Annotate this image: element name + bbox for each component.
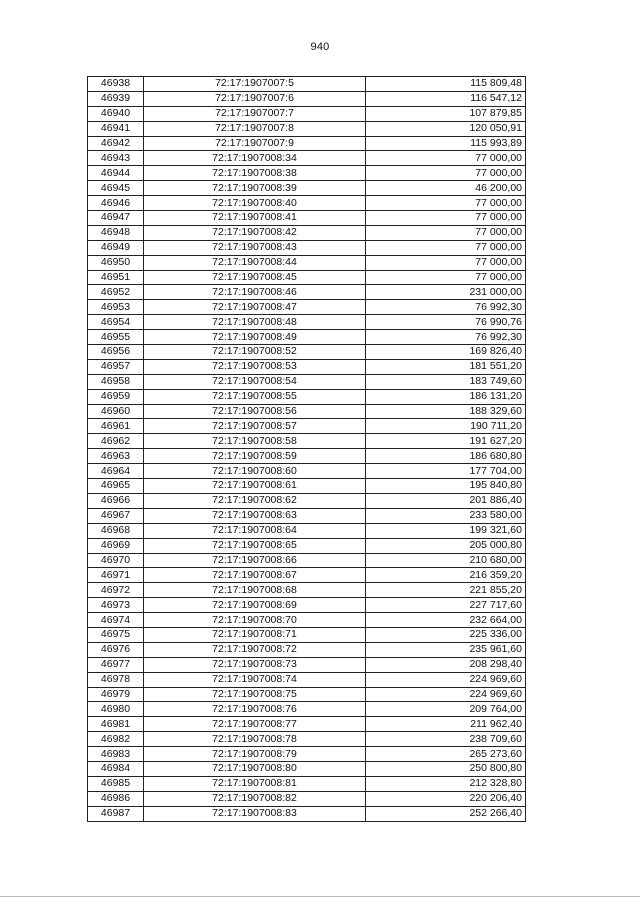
row-number-cell: 46970 — [88, 553, 144, 568]
row-number-cell: 46986 — [88, 791, 144, 806]
cadastral-value-cell: 76 992,30 — [366, 330, 526, 345]
row-number-cell: 46974 — [88, 613, 144, 628]
cadastral-value-cell: 46 200,00 — [366, 181, 526, 196]
cadastral-number-cell: 72:17:1907008:41 — [144, 211, 366, 226]
table-row — [88, 776, 526, 791]
cadastral-number-cell: 72:17:1907008:74 — [144, 672, 366, 687]
cadastral-number-cell: 72:17:1907008:73 — [144, 657, 366, 672]
cadastral-number-cell: 72:17:1907008:45 — [144, 270, 366, 285]
page-bottom-rule — [0, 896, 640, 897]
row-number-cell: 46948 — [88, 225, 144, 240]
table-row — [88, 255, 526, 270]
cadastral-number-cell: 72:17:1907008:39 — [144, 181, 366, 196]
cadastral-value-cell: 77 000,00 — [366, 240, 526, 255]
cadastral-number-cell: 72:17:1907008:48 — [144, 315, 366, 330]
table-row — [88, 181, 526, 196]
row-number-cell: 46961 — [88, 419, 144, 434]
row-number-cell: 46949 — [88, 240, 144, 255]
cadastral-number-cell: 72:17:1907008:42 — [144, 225, 366, 240]
cadastral-number-cell: 72:17:1907008:67 — [144, 568, 366, 583]
row-number-cell: 46967 — [88, 508, 144, 523]
cadastral-number-cell: 72:17:1907007:7 — [144, 106, 366, 121]
row-number-cell: 46966 — [88, 493, 144, 508]
cadastral-number-cell: 72:17:1907008:76 — [144, 702, 366, 717]
cadastral-number-cell: 72:17:1907008:69 — [144, 598, 366, 613]
cadastral-number-cell: 72:17:1907008:47 — [144, 300, 366, 315]
row-number-cell: 46971 — [88, 568, 144, 583]
row-number-cell: 46939 — [88, 91, 144, 106]
row-number-cell: 46946 — [88, 196, 144, 211]
row-number-cell: 46940 — [88, 106, 144, 121]
row-number-cell: 46981 — [88, 717, 144, 732]
cadastral-number-cell: 72:17:1907008:44 — [144, 255, 366, 270]
cadastral-value-cell: 188 329,60 — [366, 404, 526, 419]
row-number-cell: 46980 — [88, 702, 144, 717]
cadastral-number-cell: 72:17:1907008:56 — [144, 404, 366, 419]
page-number: 940 — [310, 41, 330, 53]
cadastral-number-cell: 72:17:1907008:68 — [144, 583, 366, 598]
cadastral-value-cell: 238 709,60 — [366, 732, 526, 747]
table-row — [88, 627, 526, 642]
cadastral-number-cell: 72:17:1907008:83 — [144, 806, 366, 821]
cadastral-number-cell: 72:17:1907007:6 — [144, 91, 366, 106]
table-row — [88, 106, 526, 121]
row-number-cell: 46982 — [88, 732, 144, 747]
cadastral-value-cell: 225 336,00 — [366, 627, 526, 642]
table-row — [88, 791, 526, 806]
cadastral-number-cell: 72:17:1907008:71 — [144, 627, 366, 642]
cadastral-value-cell: 183 749,60 — [366, 374, 526, 389]
cadastral-value-cell: 76 992,30 — [366, 300, 526, 315]
table-row — [88, 330, 526, 345]
cadastral-number-cell: 72:17:1907008:57 — [144, 419, 366, 434]
cadastral-value-cell: 195 840,80 — [366, 479, 526, 494]
row-number-cell: 46968 — [88, 523, 144, 538]
cadastral-number-cell: 72:17:1907008:80 — [144, 761, 366, 776]
cadastral-value-cell: 265 273,60 — [366, 747, 526, 762]
row-number-cell: 46978 — [88, 672, 144, 687]
cadastral-value-cell: 235 961,60 — [366, 642, 526, 657]
row-number-cell: 46960 — [88, 404, 144, 419]
table-row — [88, 77, 526, 92]
table-row — [88, 419, 526, 434]
cadastral-value-cell: 77 000,00 — [366, 196, 526, 211]
table-row — [88, 196, 526, 211]
row-number-cell: 46977 — [88, 657, 144, 672]
cadastral-value-cell: 77 000,00 — [366, 166, 526, 181]
cadastral-value-cell: 233 580,00 — [366, 508, 526, 523]
cadastral-value-cell: 115 993,89 — [366, 136, 526, 151]
table-row — [88, 91, 526, 106]
row-number-cell: 46965 — [88, 479, 144, 494]
table-row — [88, 747, 526, 762]
cadastral-number-cell: 72:17:1907008:46 — [144, 285, 366, 300]
row-number-cell: 46969 — [88, 538, 144, 553]
cadastral-value-cell: 115 809,48 — [366, 77, 526, 92]
cadastral-value-cell: 77 000,00 — [366, 255, 526, 270]
table-row — [88, 657, 526, 672]
cadastral-value-cell: 169 826,40 — [366, 345, 526, 360]
cadastral-number-cell: 72:17:1907008:72 — [144, 642, 366, 657]
cadastral-number-cell: 72:17:1907008:49 — [144, 330, 366, 345]
cadastral-number-cell: 72:17:1907008:38 — [144, 166, 366, 181]
cadastral-number-cell: 72:17:1907007:9 — [144, 136, 366, 151]
table-row — [88, 434, 526, 449]
table-row — [88, 717, 526, 732]
row-number-cell: 46964 — [88, 464, 144, 479]
row-number-cell: 46938 — [88, 77, 144, 92]
cadastral-number-cell: 72:17:1907008:64 — [144, 523, 366, 538]
row-number-cell: 46972 — [88, 583, 144, 598]
row-number-cell: 46959 — [88, 389, 144, 404]
table-row — [88, 479, 526, 494]
cadastral-number-cell: 72:17:1907007:8 — [144, 121, 366, 136]
cadastral-value-cell: 77 000,00 — [366, 211, 526, 226]
table-row — [88, 345, 526, 360]
cadastral-number-cell: 72:17:1907008:54 — [144, 374, 366, 389]
cadastral-value-cell: 231 000,00 — [366, 285, 526, 300]
cadastral-number-cell: 72:17:1907008:60 — [144, 464, 366, 479]
row-number-cell: 46979 — [88, 687, 144, 702]
table-row — [88, 121, 526, 136]
cadastral-value-cell: 220 206,40 — [366, 791, 526, 806]
cadastral-value-cell: 232 664,00 — [366, 613, 526, 628]
table-row — [88, 553, 526, 568]
cadastral-number-cell: 72:17:1907008:43 — [144, 240, 366, 255]
cadastral-value-cell: 77 000,00 — [366, 270, 526, 285]
row-number-cell: 46951 — [88, 270, 144, 285]
cadastral-value-cell: 201 886,40 — [366, 493, 526, 508]
cadastral-number-cell: 72:17:1907008:65 — [144, 538, 366, 553]
cadastral-number-cell: 72:17:1907008:58 — [144, 434, 366, 449]
row-number-cell: 46952 — [88, 285, 144, 300]
row-number-cell: 46987 — [88, 806, 144, 821]
cadastral-number-cell: 72:17:1907008:75 — [144, 687, 366, 702]
cadastral-value-cell: 211 962,40 — [366, 717, 526, 732]
cadastral-number-cell: 72:17:1907008:79 — [144, 747, 366, 762]
cadastral-number-cell: 72:17:1907008:55 — [144, 389, 366, 404]
table-row — [88, 613, 526, 628]
cadastral-number-cell: 72:17:1907008:66 — [144, 553, 366, 568]
table-row — [88, 598, 526, 613]
cadastral-value-cell: 212 328,80 — [366, 776, 526, 791]
table-row — [88, 449, 526, 464]
table-row — [88, 389, 526, 404]
table-row — [88, 806, 526, 821]
cadastral-number-cell: 72:17:1907008:53 — [144, 359, 366, 374]
cadastral-value-cell: 177 704,00 — [366, 464, 526, 479]
row-number-cell: 46957 — [88, 359, 144, 374]
table-row — [88, 761, 526, 776]
cadastral-value-cell: 107 879,85 — [366, 106, 526, 121]
cadastral-value-cell: 76 990,76 — [366, 315, 526, 330]
row-number-cell: 46953 — [88, 300, 144, 315]
row-number-cell: 46976 — [88, 642, 144, 657]
cadastral-value-cell: 205 000,80 — [366, 538, 526, 553]
cadastral-value-cell: 120 050,91 — [366, 121, 526, 136]
cadastral-value-cell: 190 711,20 — [366, 419, 526, 434]
cadastral-value-cell: 77 000,00 — [366, 151, 526, 166]
row-number-cell: 46984 — [88, 761, 144, 776]
table-row — [88, 211, 526, 226]
row-number-cell: 46973 — [88, 598, 144, 613]
cadastral-value-cell: 224 969,60 — [366, 672, 526, 687]
table-row — [88, 493, 526, 508]
cadastral-value-cell: 221 855,20 — [366, 583, 526, 598]
cadastral-value-cell: 77 000,00 — [366, 225, 526, 240]
row-number-cell: 46956 — [88, 345, 144, 360]
cadastral-number-cell: 72:17:1907008:52 — [144, 345, 366, 360]
table-row — [88, 687, 526, 702]
cadastral-number-cell: 72:17:1907008:70 — [144, 613, 366, 628]
table-row — [88, 374, 526, 389]
cadastral-value-cell: 250 800,80 — [366, 761, 526, 776]
cadastral-number-cell: 72:17:1907008:62 — [144, 493, 366, 508]
row-number-cell: 46962 — [88, 434, 144, 449]
cadastral-number-cell: 72:17:1907008:77 — [144, 717, 366, 732]
cadastral-number-cell: 72:17:1907008:34 — [144, 151, 366, 166]
table-row — [88, 732, 526, 747]
row-number-cell: 46963 — [88, 449, 144, 464]
table-row — [88, 508, 526, 523]
row-number-cell: 46945 — [88, 181, 144, 196]
cadastral-value-cell: 252 266,40 — [366, 806, 526, 821]
table-row — [88, 300, 526, 315]
table-row — [88, 538, 526, 553]
cadastral-value-cell: 208 298,40 — [366, 657, 526, 672]
row-number-cell: 46985 — [88, 776, 144, 791]
table-row — [88, 240, 526, 255]
cadastral-value-cell: 227 717,60 — [366, 598, 526, 613]
cadastral-value-cell: 199 321,60 — [366, 523, 526, 538]
row-number-cell: 46950 — [88, 255, 144, 270]
table-row — [88, 136, 526, 151]
table-row — [88, 166, 526, 181]
row-number-cell: 46983 — [88, 747, 144, 762]
cadastral-number-cell: 72:17:1907008:78 — [144, 732, 366, 747]
table-row — [88, 285, 526, 300]
cadastral-value-cell: 191 627,20 — [366, 434, 526, 449]
table-row — [88, 359, 526, 374]
table-row — [88, 702, 526, 717]
row-number-cell: 46955 — [88, 330, 144, 345]
table-body — [88, 77, 526, 822]
cadastral-value-cell: 224 969,60 — [366, 687, 526, 702]
cadastral-value-cell: 186 680,80 — [366, 449, 526, 464]
table-row — [88, 568, 526, 583]
cadastral-number-cell: 72:17:1907008:82 — [144, 791, 366, 806]
cadastral-number-cell: 72:17:1907008:40 — [144, 196, 366, 211]
row-number-cell: 46947 — [88, 211, 144, 226]
row-number-cell: 46942 — [88, 136, 144, 151]
table-row — [88, 151, 526, 166]
cadastral-value-cell: 181 551,20 — [366, 359, 526, 374]
row-number-cell: 46941 — [88, 121, 144, 136]
table-row — [88, 642, 526, 657]
table-row — [88, 583, 526, 598]
table-row — [88, 672, 526, 687]
table-row — [88, 464, 526, 479]
cadastral-value-table — [87, 76, 526, 822]
cadastral-number-cell: 72:17:1907008:59 — [144, 449, 366, 464]
table-row — [88, 270, 526, 285]
row-number-cell: 46943 — [88, 151, 144, 166]
row-number-cell: 46944 — [88, 166, 144, 181]
table-row — [88, 315, 526, 330]
cadastral-number-cell: 72:17:1907008:81 — [144, 776, 366, 791]
cadastral-value-cell: 216 359,20 — [366, 568, 526, 583]
cadastral-number-cell: 72:17:1907007:5 — [144, 77, 366, 92]
row-number-cell: 46958 — [88, 374, 144, 389]
cadastral-number-cell: 72:17:1907008:63 — [144, 508, 366, 523]
row-number-cell: 46975 — [88, 627, 144, 642]
cadastral-value-cell: 186 131,20 — [366, 389, 526, 404]
cadastral-value-cell: 210 680,00 — [366, 553, 526, 568]
table-row — [88, 225, 526, 240]
table-row — [88, 404, 526, 419]
row-number-cell: 46954 — [88, 315, 144, 330]
cadastral-value-cell: 116 547,12 — [366, 91, 526, 106]
cadastral-value-cell: 209 764,00 — [366, 702, 526, 717]
cadastral-number-cell: 72:17:1907008:61 — [144, 479, 366, 494]
table-row — [88, 523, 526, 538]
